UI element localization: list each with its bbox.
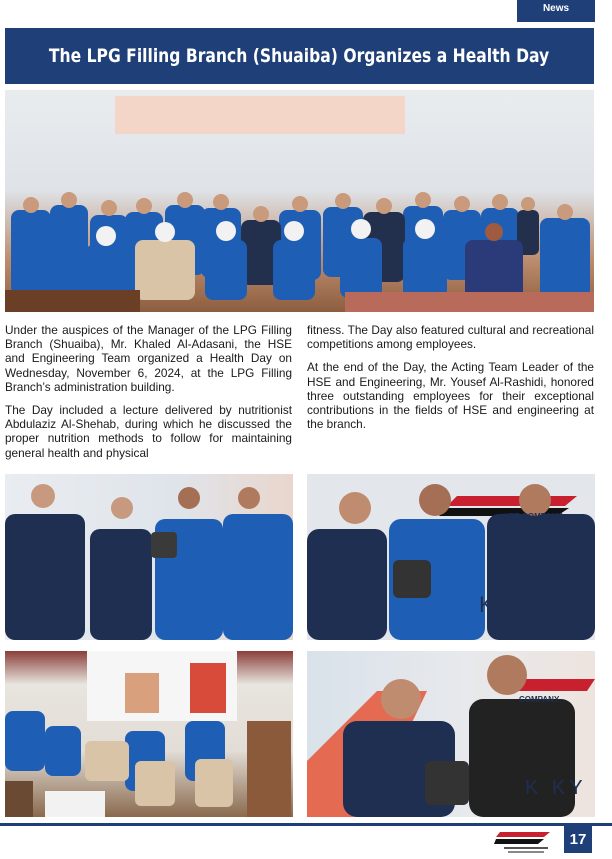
paragraph-2-part-a: The Day included a lecture delivered by nutritionist Abdulaziz Al-Shehab, during which he discussed the proper nutrition methods to follow for maintaining general health and physical [5,403,292,460]
paragraph-1: Under the auspices of the Manager of the LPG Filling Branch (Shuaiba), Mr. Khaled Al-Adasani, the HSE and Engineering Team organized a Health Day on Wednesday, November 6, 2024, at the LPG Filling Branch’s administration building. [5,323,292,394]
award-photo-2 [307,474,595,640]
section-tab: News [517,0,595,20]
text-column-right [307,323,594,440]
banner-text-right: KER COMPANY [503,512,563,521]
page-number: 17 [564,826,592,853]
group-photo [5,90,594,312]
wall-letters-bottom-right: K KY [525,777,587,799]
lecture-photo [5,651,293,817]
section-tab-rule [517,20,595,22]
company-logo [494,828,556,854]
footer-rule [0,823,612,826]
award-photo-1 [5,474,293,640]
paragraph-2-part-b: fitness. The Day also featured cultural and recreational competitions among employees. [307,323,594,352]
title-bar [5,28,594,84]
award-photo-3 [307,651,595,817]
wall-letters-right: KY [479,592,521,617]
article-title: The LPG Filling Branch (Shuaiba) Organizes a Health Day [49,45,550,67]
paragraph-3: At the end of the Day, the Acting Team Leader of the HSE and Engineering, Mr. Yousef Al-Rashidi, honored three outstanding employees for their exceptional contributions in the fields of HSE and engineering at the branch. [307,360,594,432]
banner-text-bottom-right: COMPANY [519,695,560,704]
text-column-left [5,323,292,469]
